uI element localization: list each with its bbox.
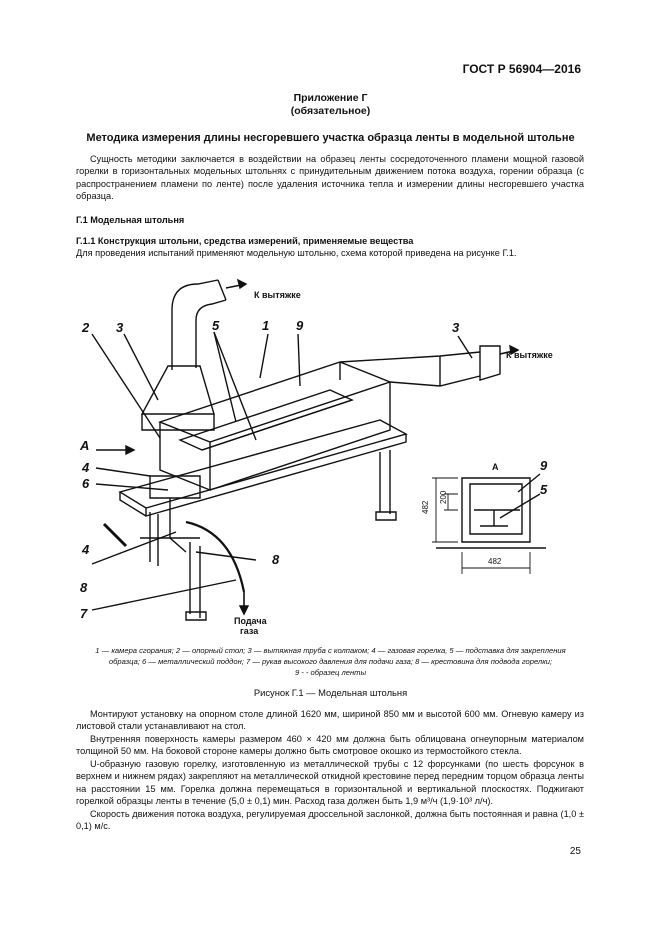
callout-8-right: 8 <box>272 552 280 567</box>
callout-2: 2 <box>82 320 90 335</box>
dim-482-bottom: 482 <box>488 557 502 566</box>
label-exhaust-top: К вытяжке <box>254 290 301 300</box>
figure-title: Рисунок Г.1 — Модельная штольня <box>253 687 408 698</box>
section-g11-heading: Г.1.1 Конструкция штольни, средства измерений, применяемые вещества <box>76 236 414 246</box>
legend-line-2: образца; 6 — металлический поддон; 7 — рукав высокого давления для подачи газа; 8 — крестовина для подвода горелки; <box>108 657 553 666</box>
page-number: 25 <box>569 846 581 857</box>
callout-4-bottom: 4 <box>82 542 90 557</box>
appendix-subtitle: (обязательное) <box>290 105 371 117</box>
label-gas-supply-1: Подача <box>234 616 267 626</box>
section-g1-heading: Г.1 Модельная штольня <box>76 215 185 225</box>
figure-model-tunnel <box>0 262 661 642</box>
callout-5-main: 5 <box>212 318 220 333</box>
callout-3-right: 3 <box>452 320 460 335</box>
body-paragraph-2: Внутренняя поверхность камеры размером 460 × 420 мм должна быть облицована огнеупорным материалом толщиной 50 мм. На боковой стороне камеры должно быть смотровое окошко из термостойкого стекла. <box>76 734 584 757</box>
arrow-a-label: А <box>80 438 90 453</box>
dim-482-side: 482 <box>421 500 430 514</box>
legend-line-3: 9 - - образец ленты <box>294 668 367 677</box>
label-exhaust-right: К вытяжке <box>506 350 553 360</box>
dim-200: 200 <box>439 490 448 504</box>
callout-9-section: 9 <box>540 458 548 473</box>
callout-9-main: 9 <box>296 318 304 333</box>
section-a-label: А <box>492 462 499 472</box>
callout-8-left: 8 <box>80 580 88 595</box>
callout-4-top: 4 <box>82 460 90 475</box>
callout-7: 7 <box>80 606 88 621</box>
callout-3-left: 3 <box>116 320 124 335</box>
callout-6: 6 <box>82 476 90 491</box>
callout-5-section: 5 <box>540 482 548 497</box>
callout-1: 1 <box>262 318 270 333</box>
intro-paragraph: Сущность методики заключается в воздействии на образец ленты сосредоточенного пламени мощной газовой горелки в горизонтальных модельных штольнях с принудительным движением потока воздуха, горении образца (с распространением пламени по ленте) после удаления источника тепла и измерении длины несгоревшего участка образца. <box>76 154 584 202</box>
method-title: Методика измерения длины несгоревшего участка образца ленты в модельной штольне <box>86 132 575 144</box>
body-paragraph-1: Монтируют установку на опорном столе длиной 1620 мм, шириной 850 мм и высотой 600 мм. Огневую камеру из листовой стали устанавливают на стол. <box>76 709 584 732</box>
body-paragraph-4: Скорость движения потока воздуха, регулируемая дроссельной заслонкой, должна быть постоянная и равна (1,0 ± 0,1) м/с. <box>76 809 584 832</box>
body-paragraph-3: U-образную газовую горелку, изготовленную из металлической трубы с 12 форсунками (по шесть форсунок в верхнем и нижнем рядах) закрепляют на металлической откидной крестовине перед передним торцом образца ленты на расстоянии 15 мм. Горелка должна перемещаться в горизонтальной и вертикальной плоскостях. Поджигают горелкой образцы ленты в течение (5,0 ± 0,1) мин. Расход газа должен быть 1,9 м³/ч (1,9·10³ л/ч). <box>76 759 584 807</box>
g11-paragraph: Для проведения испытаний применяют модельную штольню, схема которой приведена на рисунке Г.1. <box>76 248 517 258</box>
appendix-title: Приложение Г <box>293 92 368 104</box>
standard-number: ГОСТ Р 56904—2016 <box>462 62 581 76</box>
legend-line-1: 1 — камера сгорания; 2 — опорный стол; 3 — вытяжная труба с колпаком; 4 — газовая горелка, 5 — подставка для закрепления <box>95 646 566 655</box>
label-gas-supply-2: газа <box>240 626 259 636</box>
